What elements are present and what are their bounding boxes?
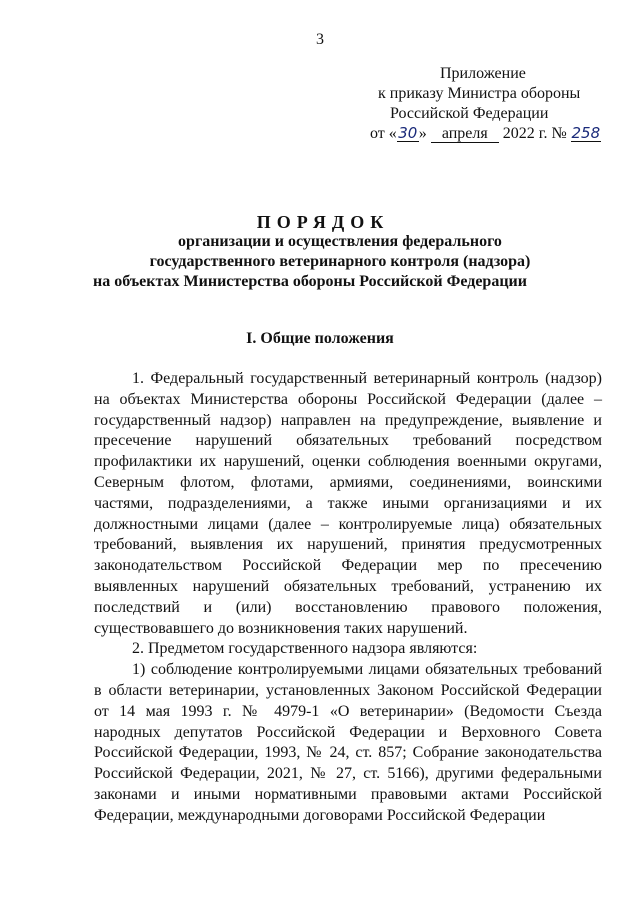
appendix-block xyxy=(358,64,618,144)
appendix-order-ref: к приказу Министра обороны xyxy=(378,85,581,102)
date-prefix: от « xyxy=(370,125,397,142)
subtitle-line-1: организации и осуществления федерального xyxy=(178,233,502,250)
paragraph: 1) соблюдение контролируемыми лицами обязательных требований в области ветеринарии, установленных Законом Российской Федерации от 14 мая 1993 г. № 4979-1 «О ветеринарии» (Ведомости Съезда народных депутатов Российской Федерации и Верховного Совета Российской Федерации, 1993, № 24, ст. 857; Собрание законодательства Российской Федерации, 2021, № 27, ст. 5166), другими федеральными законами и иными нормативными правовыми актами Российской Федерации, международными договорами Российской Федерации xyxy=(94,661,602,824)
paragraph: 1. Федеральный государственный ветеринарный контроль (надзор) на объектах Министерства обороны Российской Федерации (далее – государственный надзор) направлен на предупреждение, выявление и пресечение нарушений обязательных требований посредством профилактики их нарушений, оценки соблюдения военными округами, Северным флотом, флотами, армиями, соединениями, воинскими частями, подразделениями, а также иными организациями и их должностными лицами (далее – контролируемые лица) обязательных требований, выявления их нарушений, принятия предусмотренных законодательством Российской Федерации мер по пресечению выявленных нарушений обязательных требований, устранению их последствий и (или) восстановлению правового положения, существовавшего до возникновения таких нарушений. xyxy=(94,370,602,637)
title-heading: ПОРЯДОК xyxy=(256,212,390,232)
document-body xyxy=(94,369,602,827)
date-mid: » xyxy=(418,125,431,142)
section-heading: I. Общие положения xyxy=(246,330,394,347)
document-subtitle xyxy=(60,232,620,292)
paragraph: 2. Предметом государственного надзора являются: xyxy=(132,640,478,658)
date-year: 2022 г. № xyxy=(498,125,571,142)
document-title xyxy=(0,211,640,233)
date-month: апреля xyxy=(431,126,499,143)
appendix-label: Приложение xyxy=(440,65,526,82)
subtitle-line-2: государственного ветеринарного контроля (надзора) xyxy=(149,253,531,270)
subtitle-line-3: на объектах Министерства обороны Российской Федерации xyxy=(93,273,527,290)
page-number: 3 xyxy=(316,31,324,48)
handwritten-day: 30 xyxy=(398,124,418,142)
appendix-date-line xyxy=(358,124,618,144)
handwritten-order-number: 258 xyxy=(571,124,601,142)
appendix-country: Российской Федерации xyxy=(390,105,549,122)
